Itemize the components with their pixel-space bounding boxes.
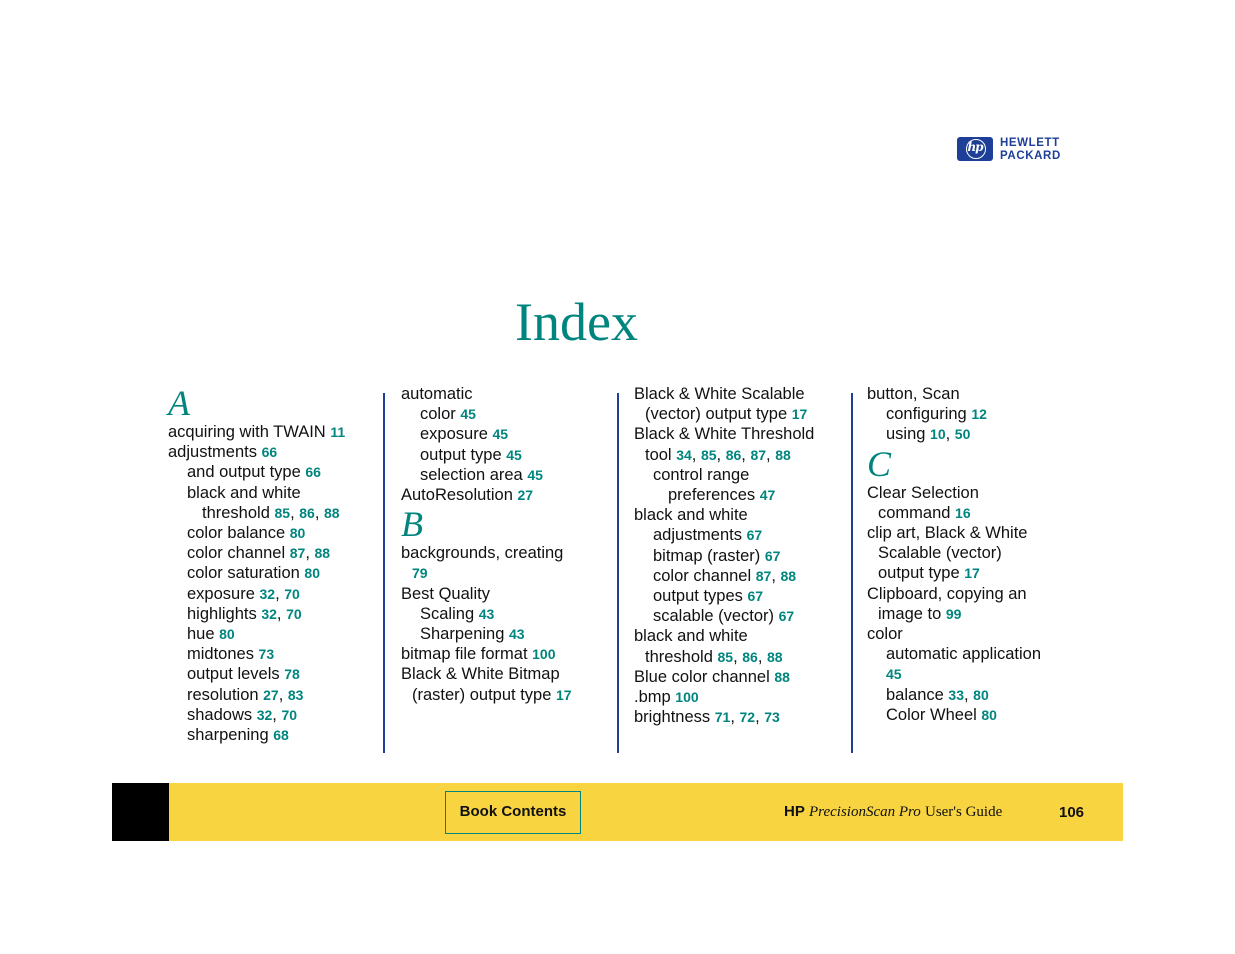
page-link[interactable]: 86: [299, 504, 315, 521]
index-entry: [168, 422, 378, 442]
index-entry: [401, 685, 611, 705]
index-entry: shadows 32, 70: [187, 705, 298, 724]
index-entry: [168, 442, 378, 462]
index-letter-heading: C: [867, 443, 892, 484]
index-entry: [401, 424, 611, 444]
page-link[interactable]: 45: [886, 666, 902, 683]
page-link[interactable]: 17: [791, 406, 808, 423]
index-entry: [634, 525, 846, 545]
page-title: Index: [515, 292, 638, 352]
footer-bar: [112, 783, 1123, 841]
page-link[interactable]: 83: [287, 686, 304, 703]
index-entry-term: Black & White Threshold: [634, 425, 815, 444]
index-entry-term: bitmap file format: [401, 645, 528, 664]
hp-logo-line2: PACKARD: [1000, 150, 1061, 162]
index-entry-term: black and white: [187, 483, 301, 502]
index-entry: [401, 563, 611, 583]
page-link[interactable]: 88: [774, 668, 790, 685]
page-link[interactable]: 12: [971, 406, 987, 423]
index-entry-term: Blue color channel: [634, 667, 770, 686]
index-entry: using 10, 50: [886, 425, 971, 444]
index-entry: [634, 586, 846, 606]
index-entry-term: (raster) output type: [412, 685, 552, 704]
index-entry-term: Black & White Scalable: [634, 385, 805, 403]
page-link[interactable]: 27: [517, 487, 534, 504]
page-link[interactable]: 66: [261, 444, 278, 461]
index-entry: [401, 584, 611, 604]
page-link[interactable]: 78: [284, 666, 300, 683]
index-entry-term: control range: [653, 465, 750, 484]
index-column-2: [401, 384, 611, 705]
index-entry-term: selection area: [420, 465, 523, 484]
index-entry-term: Clipboard, copying an: [867, 584, 1027, 603]
page-link[interactable]: 87: [750, 446, 767, 463]
index-entry-term: shadows: [187, 705, 253, 724]
index-entry-term: midtones: [187, 645, 254, 664]
guide-product: PrecisionScan Pro: [809, 804, 921, 820]
index-entry: color channel 87, 88: [187, 544, 331, 563]
index-entry-term: sharpening: [187, 726, 269, 745]
index-entry-term: highlights: [187, 604, 257, 623]
index-entry-term: black and white: [634, 506, 748, 525]
index-entry: [867, 503, 1077, 523]
index-entry: [867, 543, 1077, 563]
index-entry: [867, 705, 1077, 725]
index-entry: [401, 485, 611, 505]
page-link[interactable]: 88: [323, 504, 340, 521]
index-entry: tool 34, 85, 86, 87, 88: [645, 445, 791, 464]
page-link[interactable]: 50: [954, 426, 971, 443]
column-divider: [383, 393, 385, 753]
index-entry: resolution 27, 83: [187, 685, 304, 704]
page-link[interactable]: 68: [273, 727, 289, 744]
index-entry-term: bitmap (raster): [653, 546, 761, 565]
index-entry-term: exposure: [420, 425, 488, 444]
page-link[interactable]: 67: [746, 527, 763, 544]
index-entry: [168, 462, 378, 482]
hp-logo-text: [1000, 137, 1061, 163]
index-entry-term: .bmp: [634, 688, 671, 707]
index-letter-heading: B: [401, 504, 423, 545]
page-link[interactable]: 86: [725, 446, 742, 463]
index-entry: [634, 667, 846, 687]
page-link[interactable]: 80: [219, 626, 235, 643]
page-link[interactable]: 45: [492, 426, 509, 443]
index-entry: [634, 546, 846, 566]
index-entry-term: button, Scan: [867, 385, 960, 403]
index-entry-term: Scaling: [420, 604, 475, 623]
index-entry: [168, 664, 378, 684]
index-entry-term: threshold: [202, 503, 270, 522]
index-entry: [867, 563, 1077, 583]
index-entry-term: automatic application: [886, 645, 1042, 664]
page-link[interactable]: 80: [289, 525, 306, 542]
index-entry-term: configuring: [886, 405, 967, 424]
index-entry-term: Sharpening: [420, 625, 505, 644]
index-entry: [401, 644, 611, 664]
page-link[interactable]: 85: [717, 648, 734, 665]
hp-logo: [957, 137, 1081, 163]
page-link[interactable]: 45: [506, 446, 522, 463]
index-entry: [634, 384, 846, 404]
page-link[interactable]: 88: [775, 446, 791, 463]
index-entry-term: automatic: [401, 385, 473, 403]
page-link[interactable]: 45: [460, 406, 476, 423]
index-entry: [401, 604, 611, 624]
page-link[interactable]: 88: [314, 545, 331, 562]
column-divider: [851, 393, 853, 753]
index-entry: threshold 85, 86, 88: [645, 647, 783, 666]
index-entry-term: color balance: [187, 524, 286, 543]
page-link[interactable]: 45: [527, 466, 543, 483]
page-link[interactable]: 72: [739, 709, 756, 726]
guide-title: [784, 803, 1002, 821]
index-entry-term: AutoResolution: [401, 486, 513, 505]
index-entry: [867, 523, 1077, 543]
index-entry: [867, 384, 1077, 404]
index-entry-term: color channel: [187, 544, 286, 563]
index-column-3: [634, 384, 846, 727]
index-entry-term: output types: [653, 587, 743, 606]
index-entry-term: and output type: [187, 463, 301, 482]
index-entry: [867, 584, 1077, 604]
page-link[interactable]: 32: [261, 605, 277, 622]
index-entry: [867, 604, 1077, 624]
index-entry-term: output type: [420, 445, 502, 464]
index-entry: [401, 384, 611, 404]
index-entry: [634, 606, 846, 626]
hp-logo-line1: HEWLETT: [1000, 137, 1060, 149]
index-entry: [168, 523, 378, 543]
page-link[interactable]: 85: [274, 504, 291, 521]
index-entry: color channel 87, 88: [653, 566, 797, 585]
index-entry-term: resolution: [187, 685, 259, 704]
page-number: 106: [1059, 804, 1085, 821]
page-link[interactable]: 67: [764, 547, 781, 564]
guide-brand: HP: [784, 803, 805, 820]
index-entry: [634, 465, 846, 485]
index-entry: [401, 664, 611, 684]
index-entry-term: threshold: [645, 647, 713, 666]
page-link[interactable]: 71: [714, 709, 731, 726]
index-entry-term: output levels: [187, 665, 280, 684]
index-entry-term: backgrounds, creating: [401, 544, 564, 563]
index-entry: [168, 483, 378, 503]
index-entry-term: Black & White Bitmap: [401, 665, 560, 684]
index-entry: [401, 445, 611, 465]
index-entry-term: image to: [878, 604, 942, 623]
page-link[interactable]: 79: [412, 565, 428, 582]
index-entry: [867, 664, 1077, 684]
footer-black-block: [112, 783, 169, 841]
book-contents-button[interactable]: Book Contents: [445, 791, 581, 834]
index-entry-term: Scalable (vector): [878, 544, 1002, 563]
index-entry: [401, 465, 611, 485]
page-link[interactable]: 11: [330, 424, 346, 440]
index-entry: highlights 32, 70: [187, 604, 302, 623]
guide-suffix: User's Guide: [924, 804, 1003, 820]
index-entry: [634, 505, 846, 525]
page-link[interactable]: 67: [778, 608, 795, 625]
index-letter-heading: A: [168, 383, 190, 423]
index-entry-term: tool: [645, 445, 672, 464]
index-entry-term: (vector) output type: [645, 405, 788, 424]
index-entry-term: clip art, Black & White: [867, 524, 1028, 543]
page-link[interactable]: 34: [676, 446, 692, 463]
index-entry-term: black and white: [634, 627, 748, 646]
page-link[interactable]: 17: [556, 686, 572, 703]
index-entry-term: color: [420, 405, 456, 424]
page-link[interactable]: 17: [964, 565, 980, 582]
index-entry-term: output type: [878, 564, 960, 583]
index-entry: threshold 85, 86, 88: [202, 503, 340, 522]
index-entry: [634, 404, 846, 424]
index-entry-term: color: [867, 625, 903, 644]
page-link[interactable]: 99: [945, 605, 962, 622]
index-column-1: [168, 384, 378, 745]
page-link[interactable]: 80: [973, 686, 989, 703]
index-entry-term: hue: [187, 625, 215, 644]
page-link[interactable]: 33: [948, 686, 964, 703]
index-entry: [634, 424, 846, 444]
index-entry: [168, 725, 378, 745]
index-entry-term: Clear Selection: [867, 483, 979, 502]
index-entry: [401, 624, 611, 644]
page-link[interactable]: 67: [747, 588, 764, 605]
index-entry: [168, 563, 378, 583]
page-link[interactable]: 88: [766, 648, 783, 665]
index-entry: [168, 624, 378, 644]
index-entry: [867, 404, 1077, 424]
index-entry: [401, 543, 611, 563]
page-link[interactable]: 100: [532, 646, 556, 663]
index-entry: [168, 644, 378, 664]
page-link[interactable]: 85: [700, 446, 717, 463]
page-link[interactable]: 73: [764, 709, 780, 726]
index-entry: [401, 404, 611, 424]
index-entry: balance 33, 80: [886, 685, 989, 704]
page-link[interactable]: 100: [675, 689, 699, 706]
page-link[interactable]: 10: [930, 426, 946, 443]
hp-logo-mark-text: hp: [967, 140, 983, 154]
index-entry: [634, 485, 846, 505]
page-link[interactable]: 88: [780, 567, 797, 584]
page-link[interactable]: 32: [259, 585, 276, 602]
index-entry-term: color saturation: [187, 564, 300, 583]
index-entry-term: preferences: [668, 486, 756, 505]
index-entry-term: command: [878, 503, 951, 522]
page-link[interactable]: 47: [759, 487, 776, 504]
index-entry: [867, 624, 1077, 644]
index-entry-term: adjustments: [653, 526, 742, 545]
page-link[interactable]: 70: [286, 605, 302, 622]
index-entry-term: scalable (vector): [653, 607, 775, 626]
index-entry-term: adjustments: [168, 443, 257, 462]
page-link[interactable]: 87: [755, 567, 772, 584]
page-link[interactable]: 86: [742, 648, 758, 665]
index-entry: brightness 71, 72, 73: [634, 708, 780, 727]
page-link[interactable]: 87: [289, 545, 306, 562]
index-entry: [634, 626, 846, 646]
page-link[interactable]: 80: [981, 706, 997, 723]
page-link[interactable]: 70: [284, 585, 300, 602]
page-link[interactable]: 16: [955, 504, 971, 521]
index-entry: [867, 644, 1077, 664]
index-entry-term: balance: [886, 685, 944, 704]
page-link[interactable]: 70: [281, 706, 298, 723]
index-entry: [867, 483, 1077, 503]
index-entry: exposure 32, 70: [187, 584, 300, 603]
page-link[interactable]: 66: [305, 464, 321, 481]
column-divider: [617, 393, 619, 753]
index-entry-term: brightness: [634, 708, 711, 727]
index-entry-term: using: [886, 425, 926, 444]
index-entry-term: Best Quality: [401, 584, 490, 603]
page-link[interactable]: 80: [304, 565, 320, 582]
index-entry-term: acquiring with TWAIN: [168, 423, 326, 441]
index-entry-term: color channel: [653, 566, 752, 585]
index-entry-term: exposure: [187, 584, 255, 603]
page-link[interactable]: 43: [509, 626, 525, 643]
hp-logo-icon: [957, 137, 993, 161]
page-link[interactable]: 73: [258, 646, 275, 663]
index-entry: [634, 687, 846, 707]
index-column-4: [867, 384, 1077, 725]
index-entry-term: Color Wheel: [886, 705, 977, 724]
page-link[interactable]: 43: [478, 605, 495, 622]
page-link[interactable]: 32: [256, 706, 273, 723]
page-link[interactable]: 27: [263, 686, 279, 703]
